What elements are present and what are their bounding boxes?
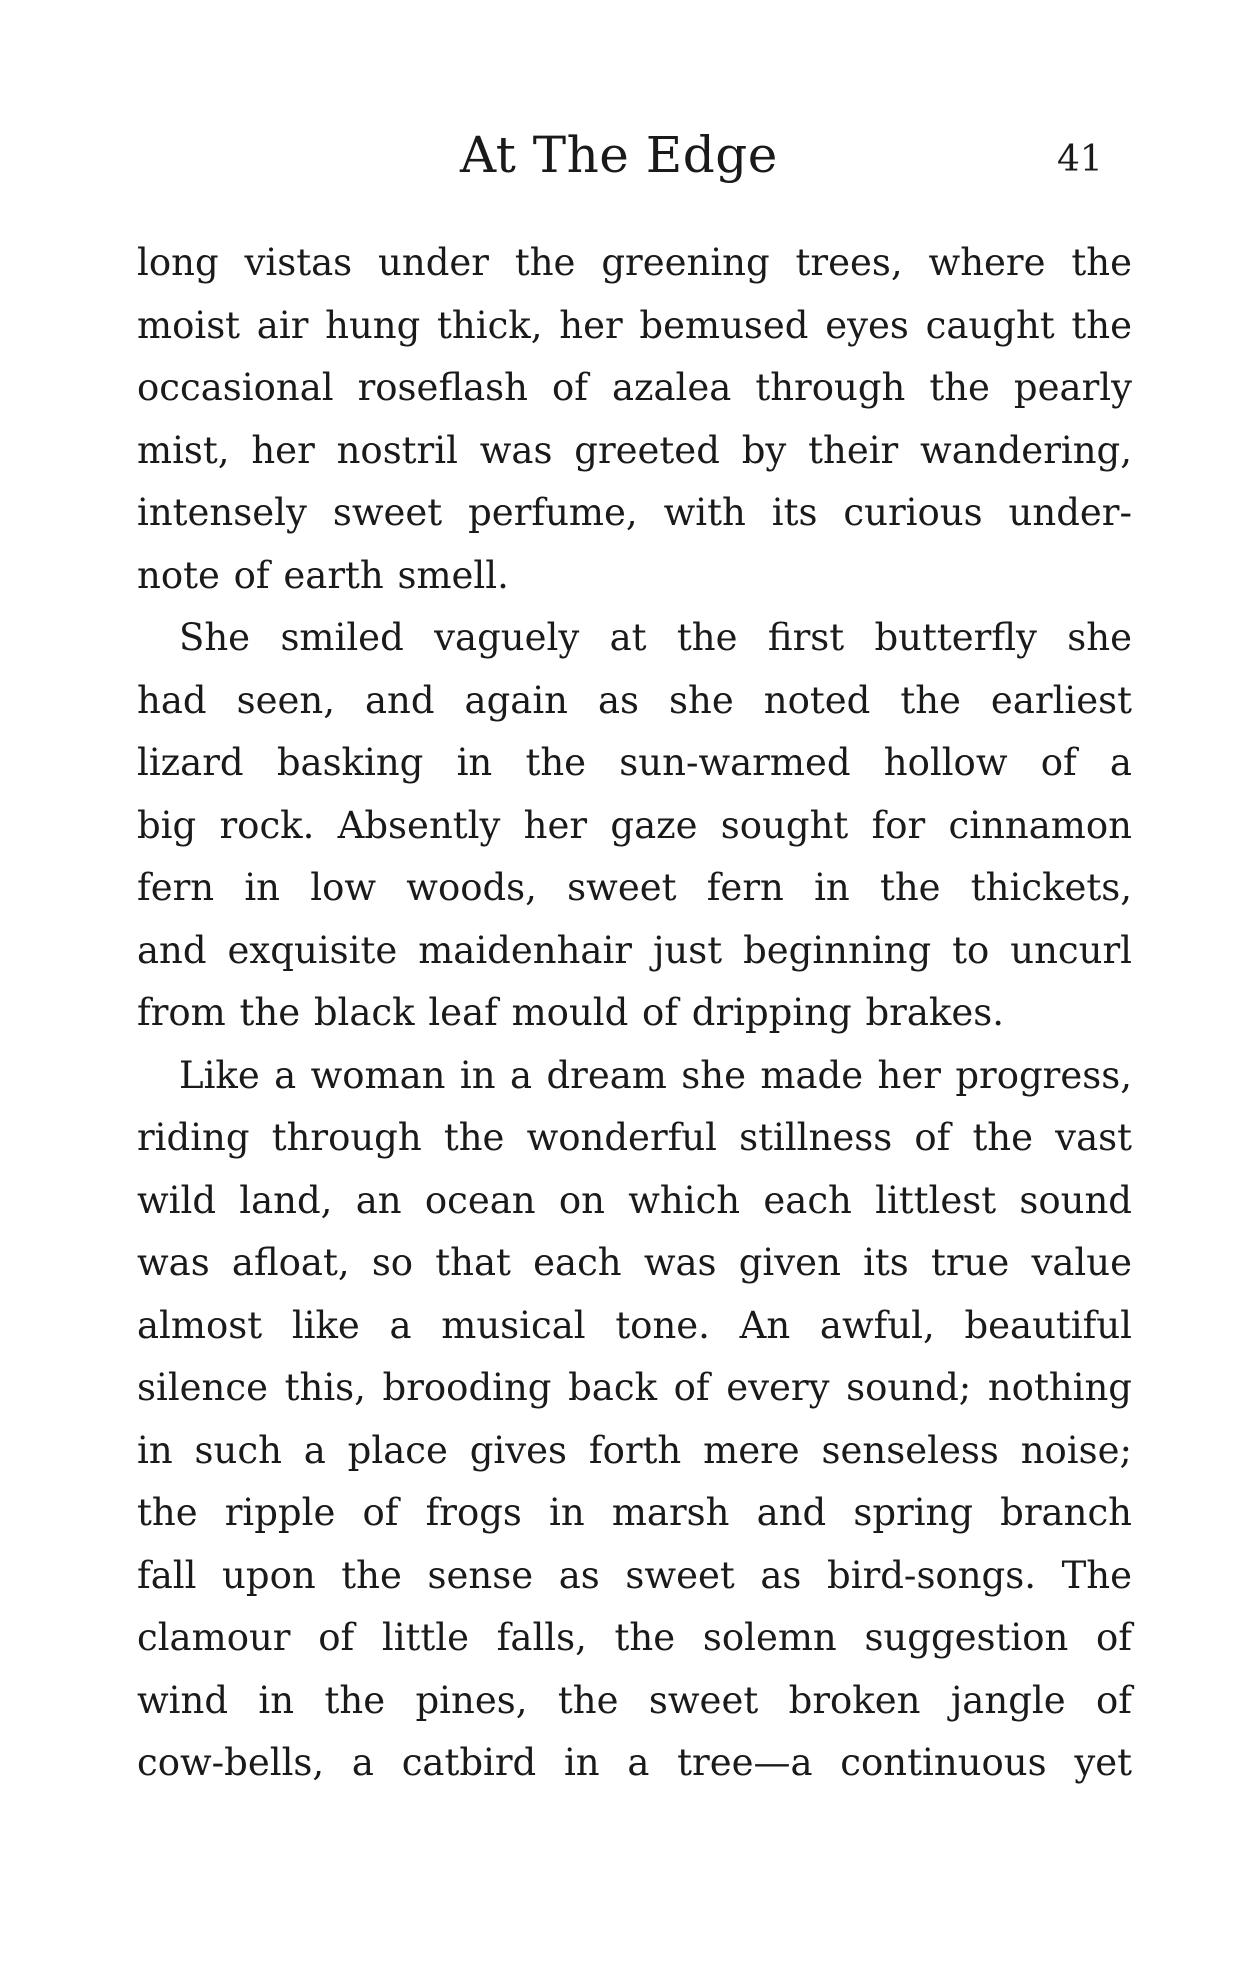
- text-line: wind in the pines, the sweet broken jangle of: [137, 1678, 1132, 1722]
- text-line: lizard basking in the sun-warmed hollow of a: [137, 741, 1132, 784]
- paragraph-start-line: She smiled vaguely at the first butterfly she: [179, 616, 1132, 659]
- running-head: [0, 125, 1242, 185]
- text-line: in such a place gives forth mere senseless noise;: [137, 1428, 1132, 1472]
- text-line: long vistas under the greening trees, where the: [137, 241, 1132, 284]
- text-line: the ripple of frogs in marsh and spring branch: [137, 1491, 1132, 1534]
- text-line: silence this, brooding back of every sound; nothing: [137, 1366, 1132, 1409]
- text-line: wild land, an ocean on which each littlest sound: [137, 1178, 1132, 1222]
- text-line: had seen, and again as she noted the earliest: [137, 678, 1132, 722]
- text-line: moist air hung thick, her bemused eyes caught the: [137, 303, 1132, 347]
- text-line: fall upon the sense as sweet as bird-songs. The: [137, 1553, 1132, 1597]
- text-line: fern in low woods, sweet fern in the thickets,: [137, 866, 1132, 909]
- page-number: 41: [1057, 139, 1103, 180]
- text-line: occasional roseflash of azalea through the pearly: [137, 366, 1132, 409]
- running-title: At The Edge: [460, 126, 778, 184]
- body-text: [137, 232, 1132, 1795]
- text-line: almost like a musical tone. An awful, beautiful: [137, 1303, 1132, 1347]
- text-line: riding through the wonderful stillness of the vast: [137, 1116, 1132, 1159]
- text-line: was afloat, so that each was given its true value: [137, 1241, 1132, 1284]
- text-line: big rock. Absently her gaze sought for cinnamon: [137, 803, 1132, 847]
- text-line: note of earth smell.: [137, 553, 509, 597]
- paragraph-start-line: Like a woman in a dream she made her progress,: [179, 1053, 1132, 1097]
- text-line: from the black leaf mould of dripping brakes.: [137, 991, 1004, 1034]
- text-line: intensely sweet perfume, with its curious under-: [137, 491, 1132, 534]
- text-line: mist, her nostril was greeted by their wandering,: [137, 428, 1132, 472]
- text-line: and exquisite maidenhair just beginning to uncurl: [137, 928, 1132, 972]
- text-line: clamour of little falls, the solemn suggestion of: [137, 1616, 1132, 1659]
- text-line: cow-bells, a catbird in a tree—a continuous yet: [137, 1741, 1132, 1784]
